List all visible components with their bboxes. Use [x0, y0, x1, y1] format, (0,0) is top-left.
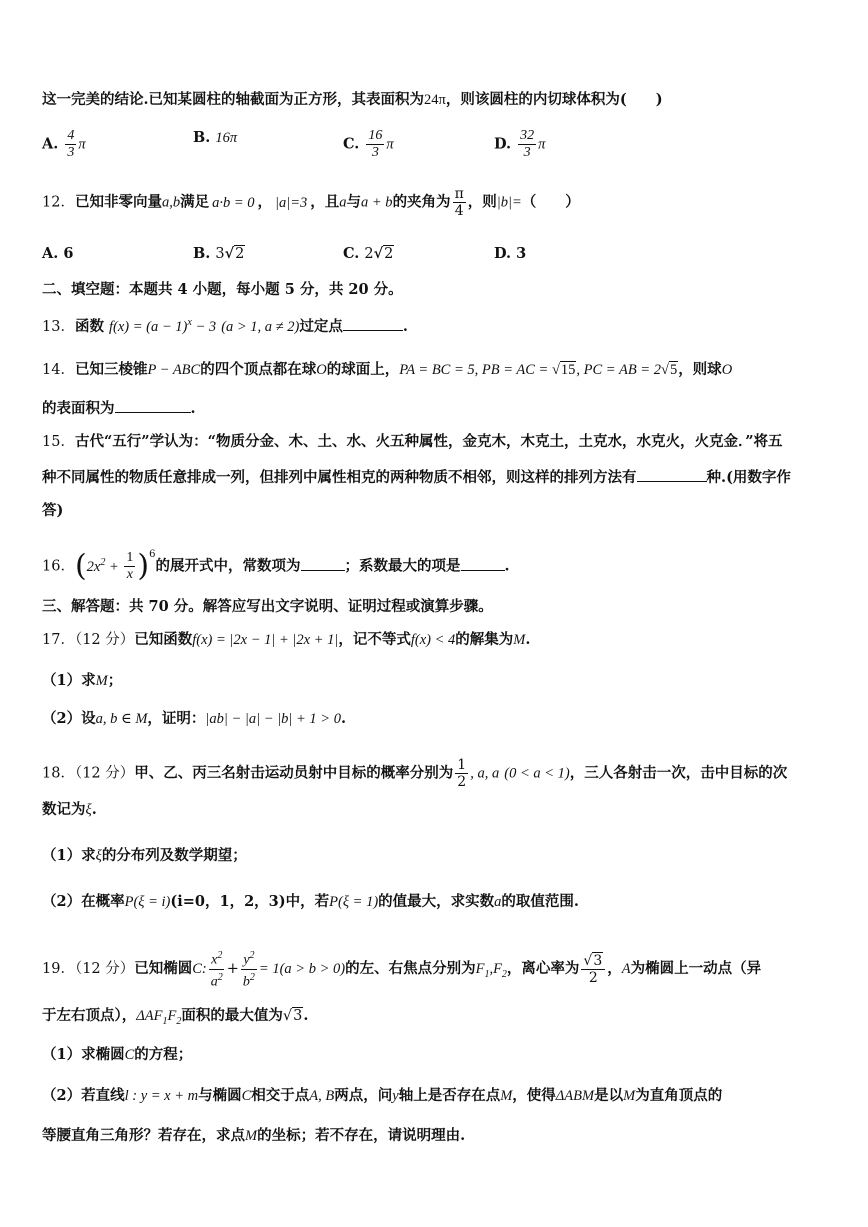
q18-line1: 18．（12 分）甲、乙、丙三名射击运动员射中目标的概率分别为 $\frac{1}{2}$ , a, a (0 < a < 1)，三人各射击一次，击中目标的次: [42, 757, 788, 790]
q14-line2: 的表面积为 .: [42, 400, 196, 417]
q12-option-c: C. 2√2: [343, 245, 394, 262]
q11-option-d: D. $\frac{32}{3}$ π: [494, 128, 546, 160]
section-solution-heading: 三、解答题：共 70 分。解答应写出文字说明、证明过程或演算步骤。: [42, 598, 493, 615]
q11-option-b: B. 16π: [193, 129, 238, 146]
q13-answer-blank[interactable]: [343, 316, 403, 331]
q16-max-term-blank[interactable]: [461, 556, 505, 571]
q12-stem: 12．已知非零向量a,b满足 a·b = 0 ， |a|=3 ，且a与a + b的夹角为 $\frac{\pi}{4}$ ，则|b|=（ ）: [42, 186, 580, 219]
q15-line1: 15．古代“五行”学认为：“物质分金、木、土、水、火五种属性，金克木，木克土，土克水，水克火，火克金．”将五: [42, 433, 783, 450]
q15-line2: 种不同属性的物质任意排成一列，但排列中属性相克的两种物质不相邻，则这样的排列方法有 种.(用数字作: [42, 469, 791, 486]
q16-constant-term-blank[interactable]: [301, 556, 345, 571]
q11-option-a: A. $\frac{4}{3}$ π: [42, 128, 86, 160]
q17-stem: 17．（12 分）已知函数f(x) = |2x − 1| + |2x + 1|，记不等式f(x) < 4的解集为M.: [42, 631, 531, 648]
q12-option-b: B. 3√2: [193, 245, 245, 262]
q18-part1: （1）求ξ的分布列及数学期望；: [42, 847, 247, 864]
q11-option-c: C. $\frac{16}{3}$ π: [343, 128, 394, 160]
q14-answer-blank[interactable]: [115, 398, 191, 413]
q15-line3: 答): [42, 502, 64, 519]
q12-option-d: D. 3: [494, 245, 527, 262]
q19-part1: （1）求椭圆C的方程；: [42, 1046, 193, 1063]
q12-option-a: A. 6: [42, 245, 74, 262]
q14-line1: 14．已知三棱锥P − ABC的四个顶点都在球O的球面上，PA = BC = 5, PB = AC = √15, PC = AB = 2√5，则球O: [42, 361, 733, 378]
q19-part2-line1: （2）若直线l : y = x + m与椭圆C相交于点A, B两点，问y轴上是否存在点M，使得ΔABM是以M为直角顶点的: [42, 1087, 723, 1104]
q13-stem: 13．函数 $f(x) = (a - 1)^x - 3$ (a > 1, a ≠ 2)过定点 .: [42, 317, 408, 335]
q18-part2: （2）在概率P(ξ = i)(i=0，1，2，3)中，若P(ξ = 1)的值最大，求实数a的取值范围.: [42, 893, 579, 910]
q11-stem: 这一完美的结论.已知某圆柱的轴截面为正方形，其表面积为24π，则该圆柱的内切球体积为( ): [42, 91, 663, 108]
section-fill-in-heading: 二、填空题：本题共 4 小题，每小题 5 分，共 20 分。: [42, 281, 403, 298]
q19-line2: 于左右顶点），$\Delta AF_1F_2$面积的最大值为√3.: [42, 1007, 309, 1027]
q17-part2: （2）设a, b ∈ M，证明：|ab| − |a| − |b| + 1 > 0.: [42, 710, 347, 727]
q19-part2-line2: 等腰直角三角形？若存在，求点M的坐标；若不存在，请说明理由.: [42, 1127, 466, 1144]
q17-part1: （1）求M；: [42, 672, 123, 689]
q18-line2: 数记为ξ.: [42, 801, 97, 818]
q16-stem: 16．($2x^2$ + $\frac{1}{x}$ )$^6$的展开式中，常数项为 ；系数最大的项是 .: [42, 548, 510, 584]
q19-line1: 19．（12 分）已知椭圆C: $\frac{x^2}{a^2}$ + $\frac{y^2}{b^2}$ = 1(a > b > 0)的左、右焦点分别为$F_1,F_2$，离心率为 $\frac{√3}{2}$ ，A为椭圆上一动点（异: [42, 950, 762, 990]
q15-answer-blank[interactable]: [637, 467, 707, 482]
